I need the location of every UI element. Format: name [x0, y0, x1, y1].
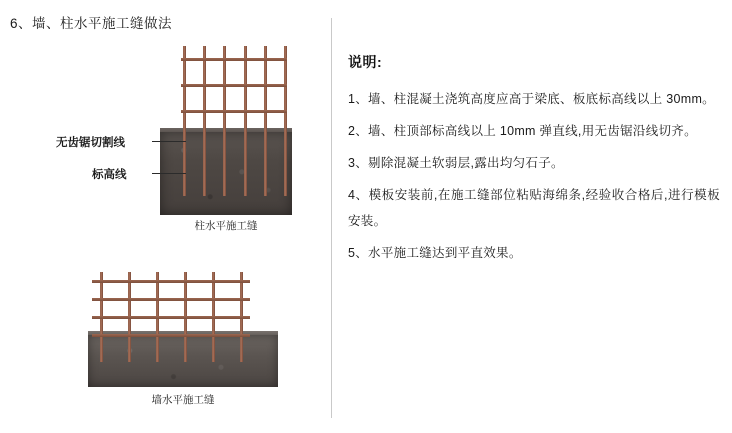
rebar-horizontal [92, 316, 250, 319]
page-title: 6、墙、柱水平施工缝做法 [10, 16, 173, 31]
rebar-vertical [223, 46, 226, 196]
notes-panel [348, 52, 720, 272]
note-item: 1、墙、柱混凝土浇筑高度应高于梁底、板底标高线以上 30mm。 [348, 92, 715, 106]
rebar-vertical [203, 46, 206, 196]
note-item: 2、墙、柱顶部标高线以上 10mm 弹直线,用无齿锯沿线切齐。 [348, 124, 697, 138]
column-divider [331, 18, 332, 418]
label-saw-cut-line: 无齿锯切割线 [56, 137, 125, 149]
label-elevation-line: 标高线 [92, 169, 127, 181]
leader-line-elevation [152, 173, 186, 174]
rebar-vertical [264, 46, 267, 196]
note-item: 4、模板安装前,在施工缝部位粘贴海绵条,经验收合格后,进行模板安装。 [348, 188, 720, 228]
leader-line-saw-cut [152, 141, 186, 142]
rebar-horizontal [181, 84, 287, 87]
figure-wall-joint [0, 234, 330, 424]
note-item: 5、水平施工缝达到平直效果。 [348, 246, 522, 260]
rebar-vertical [244, 46, 247, 196]
figure-caption-wall: 墙水平施工缝 [151, 394, 215, 406]
note-item: 3、剔除混凝土软弱层,露出均匀石子。 [348, 156, 564, 170]
figure-column-joint [0, 36, 330, 231]
rebar-horizontal [92, 334, 250, 337]
rebar-horizontal [92, 280, 250, 283]
rebar-horizontal [181, 110, 287, 113]
rebar-horizontal [181, 58, 287, 61]
figure-column [0, 36, 330, 426]
rebar-vertical [284, 46, 287, 196]
notes-title: 说明: [348, 54, 383, 70]
figure-caption-column: 柱水平施工缝 [194, 220, 258, 232]
concrete-block [88, 335, 278, 387]
rebar-horizontal [92, 298, 250, 301]
